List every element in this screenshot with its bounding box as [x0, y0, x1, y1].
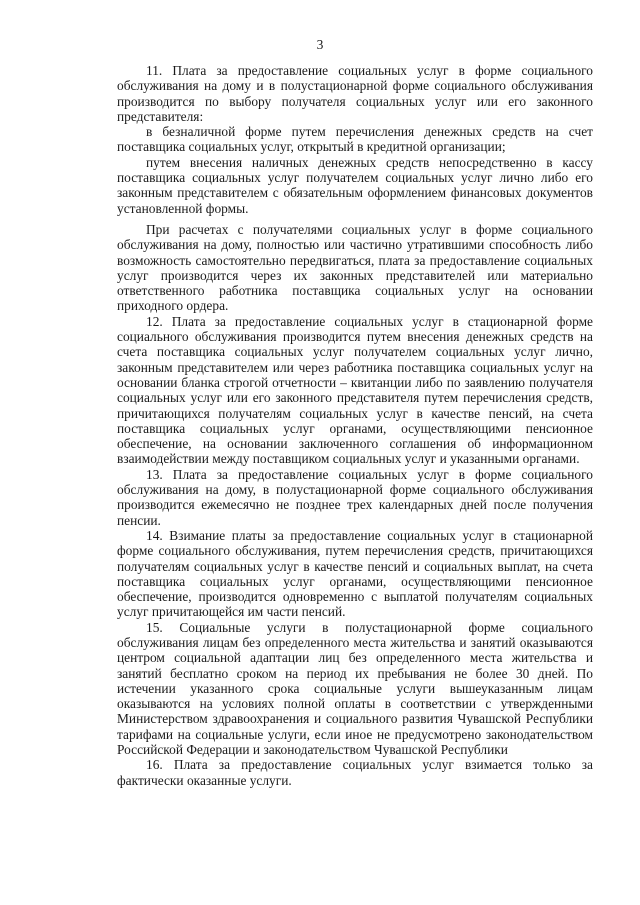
- paragraph-16: 16. Плата за предоставление социальных услуг взимается только за фактически оказанные услуги.: [117, 757, 593, 788]
- paragraph-11-home-service: При расчетах с получателями социальных услуг в форме социального обслуживания на дому, полностью или частично утратившими способность либо возможность самостоятельно передвигаться, плата за предоставление социальных услуг производится через их законных представителей или материально ответственного работника поставщика социальных услуг на основании приходного ордера.: [117, 221, 593, 314]
- paragraph-13: 13. Плата за предоставление социальных услуг в форме социального обслуживания на дому, в полустационарной форме социального обслуживания производится ежемесячно не позднее трех календарных дней после получения пенсии.: [117, 466, 593, 528]
- paragraph-11-cash: путем внесения наличных денежных средств непосредственно в кассу поставщика социальных услуг получателем социальных услуг лично либо его законным представителем с обязательным оформлением финансовых документов установленной формы.: [117, 154, 593, 216]
- paragraph-12: 12. Плата за предоставление социальных услуг в стационарной форме социального обслуживания производится путем внесения денежных средств на счета поставщика социальных услуг получателем социальных услуг лично, законным представителем или через работника поставщика социальных услуг на основании бланка строгой отчетности – квитанции либо по заявлению получателя социальных услуг или его законного представителя путем перечисления средств, причитающихся получателям социальных услуг в качестве пенсий, на счета поставщика социальных услуг органами, осуществляющими пенсионное обеспечение, на основании заключенного соглашения об информационном взаимодействии между поставщиком социальных услуг и указанными органами.: [117, 313, 593, 467]
- paragraph-11: 11. Плата за предоставление социальных услуг в форме социального обслуживания на дому и в полустационарной форме социального обслуживания производится по выбору получателя социальных услуг или его законного представителя:: [117, 63, 593, 124]
- paragraph-15: 15. Социальные услуги в полустационарной форме социального обслуживания лицам без определенного места жительства и занятий оказываются центром социальной адаптации лиц без определенного места жительства и занятий бесплатно сроком на период их пребывания не более 30 дней. По истечении указанного срока социальные услуги вышеуказанным лицам оказываются на условиях полной оплаты в соответствии с утвержденными Министерством здравоохранения и социального развития Чувашской Республики тарифами на социальные услуги, если иное не предусмотрено законодательством Российской Федерации и законодательством Чувашской Республики: [117, 619, 593, 758]
- page-number: 3: [316, 37, 324, 52]
- document-body: [117, 63, 593, 788]
- paragraph-14: 14. Взимание платы за предоставление социальных услуг в стационарной форме социального обслуживания, путем перечисления средств, причитающихся получателям социальных услуг в качестве пенсий и социальных выплат, на счета поставщика социальных услуг органами, осуществляющими пенсионное обеспечение, производится одновременно с выплатой получателям социальных услуг причитающейся им части пенсий.: [117, 527, 593, 620]
- paragraph-11-cashless: в безналичной форме путем перечисления денежных средств на счет поставщика социальных услуг, открытый в кредитной организации;: [117, 124, 593, 155]
